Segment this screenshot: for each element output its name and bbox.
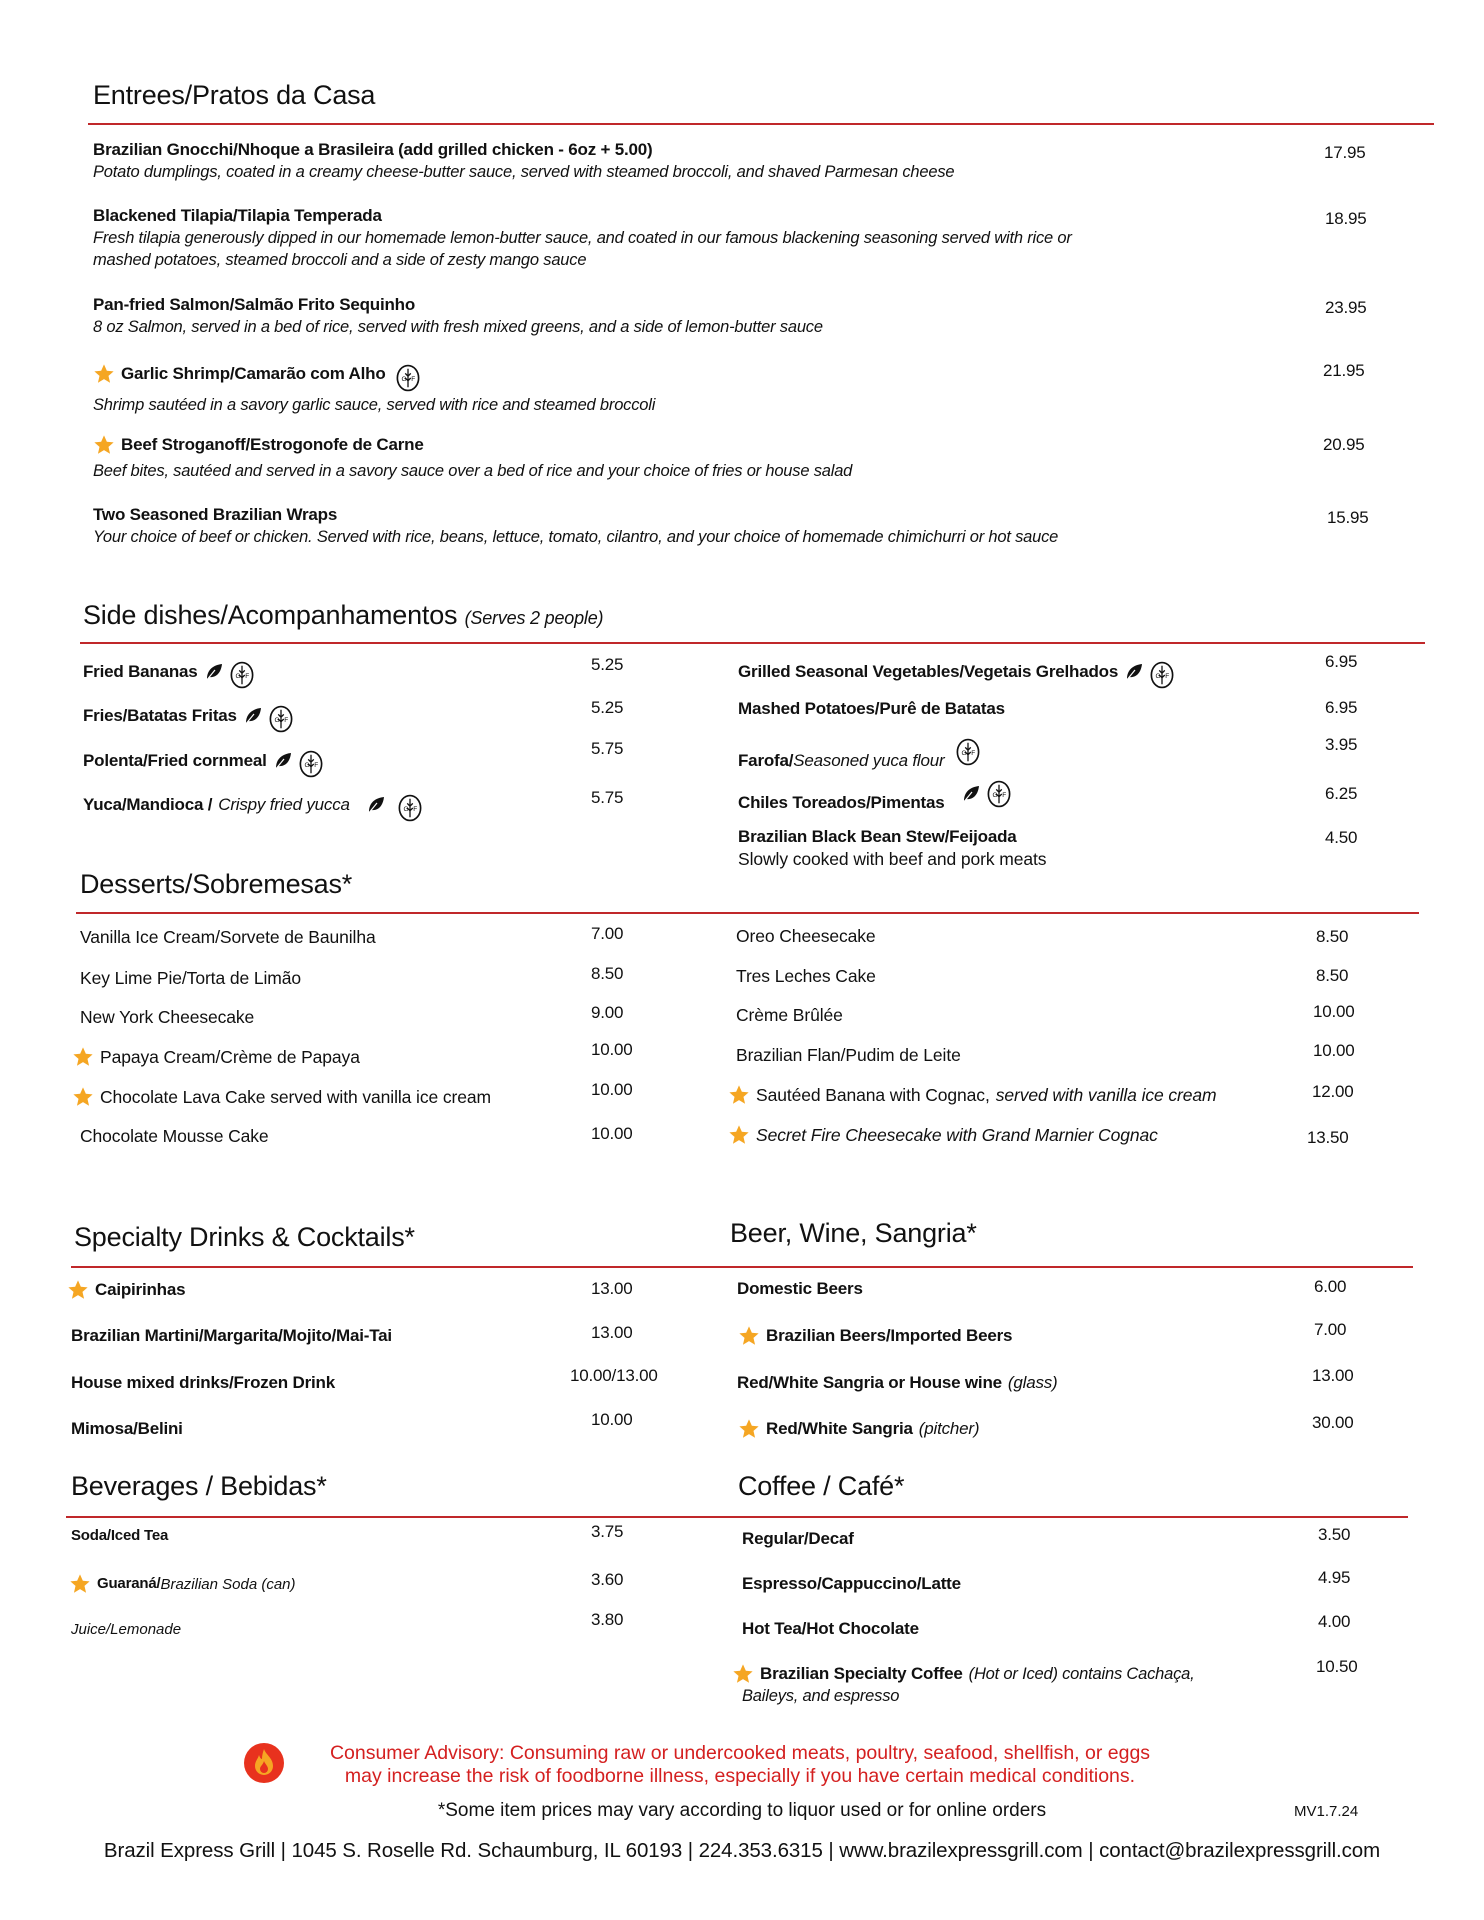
dessert-name: Chocolate Lava Cake served with vanilla ice cream [100, 1087, 491, 1107]
dessert-item [72, 1046, 360, 1068]
leaf-icon [1124, 662, 1144, 682]
advisory-line-2: may increase the risk of foodborne illness, especially if you have certain medical conditions. [344, 1765, 1136, 1787]
coffee-price: 4.95 [1318, 1568, 1351, 1587]
leaf-icon [961, 784, 981, 804]
fire-icon [243, 1742, 285, 1789]
section-title-beverages: Beverages / Bebidas* [71, 1471, 327, 1501]
star-icon [728, 1084, 750, 1106]
star-icon [72, 1086, 94, 1108]
section-title-sides [83, 600, 603, 631]
section-title-beer: Beer, Wine, Sangria* [730, 1218, 977, 1248]
side-name-italic: Crispy fried yucca [218, 795, 350, 814]
star-icon [732, 1663, 754, 1685]
dessert-price: 13.50 [1307, 1128, 1349, 1147]
star-icon [738, 1325, 760, 1347]
divider [71, 1266, 1413, 1268]
section-title-drinks: Specialty Drinks & Cocktails* [74, 1222, 415, 1252]
entree-desc: 8 oz Salmon, served in a bed of rice, served with fresh mixed greens, and a side of lemon-butter sauce [93, 318, 823, 336]
side-price: 3.95 [1325, 735, 1358, 754]
beer-name: Domestic Beers [737, 1279, 863, 1298]
coffee-name: Espresso/Cappuccino/Latte [742, 1574, 961, 1593]
beverage-name-italic: Brazilian Soda (can) [160, 1575, 296, 1593]
dessert-name: Vanilla Ice Cream/Sorvete de Baunilha [80, 927, 376, 947]
dessert-price: 8.50 [1316, 927, 1349, 946]
entree-title-row [93, 356, 420, 392]
beer-item [737, 1372, 1058, 1394]
entree-price: 17.95 [1324, 143, 1366, 162]
side-price: 5.75 [591, 739, 624, 758]
beer-price: 30.00 [1312, 1413, 1354, 1432]
gluten-free-icon [398, 794, 422, 822]
beverage-price: 3.60 [591, 1570, 624, 1589]
leaf-icon [366, 795, 386, 815]
leaf-icon [243, 706, 263, 726]
star-icon [738, 1418, 760, 1440]
entree-desc: Shrimp sautéed in a savory garlic sauce, served with rice and steamed broccoli [93, 396, 656, 414]
coffee-desc: Baileys, and espresso [742, 1687, 900, 1705]
dessert-name: Chocolate Mousse Cake [80, 1126, 269, 1146]
entree-price: 23.95 [1325, 298, 1367, 317]
gluten-free-icon [269, 705, 293, 733]
side-price: 6.95 [1325, 698, 1358, 717]
coffee-name-italic: (Hot or Iced) contains Cachaça, [968, 1665, 1195, 1683]
gluten-free-icon [230, 661, 254, 689]
side-name: Fries/Batatas Fritas [83, 706, 237, 725]
star-icon [93, 434, 115, 456]
beverage-name: Soda/Iced Tea [71, 1527, 169, 1544]
side-name: Yuca/Mandioca / [83, 795, 213, 814]
side-name-italic: Seasoned yuca flour [793, 751, 945, 770]
version-code: MV1.7.24 [1294, 1803, 1359, 1820]
side-desc: Slowly cooked with beef and pork meats [738, 849, 1047, 869]
side-price: 6.25 [1325, 784, 1358, 803]
entree-name: Blackened Tilapia/Tilapia Temperada [93, 206, 382, 225]
dessert-price: 10.00 [1313, 1041, 1355, 1060]
beverage-price: 3.75 [591, 1522, 624, 1541]
entree-desc-line2: mashed potatoes, steamed broccoli and a side of zesty mango sauce [93, 251, 587, 269]
beverage-price: 3.80 [591, 1610, 624, 1629]
entree-price: 18.95 [1325, 209, 1367, 228]
beverage-item [69, 1573, 296, 1595]
dessert-item [72, 1086, 491, 1108]
entree-name: Pan-fried Salmon/Salmão Frito Sequinho [93, 295, 416, 314]
divider [76, 912, 1419, 914]
beer-name: Red/White Sangria or House wine [737, 1373, 1002, 1392]
dessert-price: 9.00 [591, 1003, 624, 1022]
star-icon [67, 1279, 89, 1301]
drink-price: 13.00 [591, 1323, 633, 1342]
entree-desc: Beef bites, sautéed and served in a savory sauce over a bed of rice and your choice of fries or house salad [93, 462, 853, 480]
side-name: Chiles Toreados/Pimentas [738, 793, 945, 812]
entree-price: 21.95 [1323, 361, 1365, 380]
contact-info: Brazil Express Grill | 1045 S. Roselle Rd. Schaumburg, IL 60193 | 224.353.6315 | www.brazilexpressgrill.com | contact@brazilexpressgrill.com [103, 1839, 1381, 1862]
sides-title: Side dishes/Acompanhamentos [83, 600, 458, 630]
drink-name: Caipirinhas [95, 1280, 186, 1299]
dessert-price: 10.00 [591, 1080, 633, 1099]
coffee-name: Hot Tea/Hot Chocolate [742, 1619, 919, 1638]
dessert-name: Crème Brûlée [736, 1005, 843, 1025]
consumer-advisory [290, 1742, 1190, 1788]
section-title-entrees: Entrees/Pratos da Casa [93, 80, 376, 110]
drink-price: 13.00 [591, 1279, 633, 1298]
gluten-free-icon [1150, 661, 1174, 689]
entree-desc: Fresh tilapia generously dipped in our homemade lemon-butter sauce, and coated in our famous blackening seasoning served with rice or [93, 229, 1072, 247]
dessert-price: 10.00 [591, 1040, 633, 1059]
dessert-price: 7.00 [591, 924, 624, 943]
dessert-name: New York Cheesecake [80, 1007, 255, 1027]
beer-name: Brazilian Beers/Imported Beers [766, 1326, 1013, 1345]
coffee-name: Regular/Decaf [742, 1529, 854, 1548]
star-icon [69, 1573, 91, 1595]
dessert-price: 12.00 [1312, 1082, 1354, 1101]
dessert-item [728, 1084, 1217, 1106]
side-item [83, 655, 254, 689]
dessert-price: 10.00 [1313, 1002, 1355, 1021]
dessert-name: Oreo Cheesecake [736, 926, 876, 946]
drink-price: 10.00 [591, 1410, 633, 1429]
beer-price: 6.00 [1314, 1277, 1347, 1296]
side-name: Farofa/ [738, 751, 794, 770]
drink-price: 10.00/13.00 [570, 1366, 658, 1385]
side-price: 4.50 [1325, 828, 1358, 847]
side-price: 5.25 [591, 698, 624, 717]
side-price: 6.95 [1325, 652, 1358, 671]
section-title-coffee: Coffee / Café* [738, 1471, 905, 1501]
beverage-name: Guaraná/ [97, 1575, 161, 1592]
dessert-name: Key Lime Pie/Torta de Limão [80, 968, 302, 988]
dessert-price: 8.50 [1316, 966, 1349, 985]
side-name: Polenta/Fried cornmeal [83, 751, 267, 770]
dessert-name: Sautéed Banana with Cognac, [756, 1085, 990, 1105]
drink-name: House mixed drinks/Frozen Drink [71, 1373, 335, 1392]
entree-price: 20.95 [1323, 435, 1365, 454]
divider [66, 1516, 1408, 1518]
beverage-name-italic: Juice/Lemonade [71, 1621, 182, 1638]
side-price: 5.25 [591, 655, 624, 674]
gluten-free-icon [987, 780, 1011, 808]
coffee-item [732, 1663, 1194, 1685]
dessert-price: 10.00 [591, 1124, 633, 1143]
entree-title-row [93, 434, 424, 456]
dessert-item [728, 1124, 1158, 1146]
side-price: 5.75 [591, 788, 624, 807]
divider [88, 123, 1434, 125]
leaf-icon [204, 662, 224, 682]
dessert-name-italic: Secret Fire Cheesecake with Grand Marnier Cognac [756, 1125, 1158, 1145]
sides-subtitle: (Serves 2 people) [464, 608, 604, 628]
coffee-price: 10.50 [1316, 1657, 1358, 1676]
beer-name: Red/White Sangria [766, 1419, 913, 1438]
side-name: Brazilian Black Bean Stew/Feijoada [738, 827, 1017, 846]
coffee-price: 3.50 [1318, 1525, 1351, 1544]
beer-name-italic: (pitcher) [918, 1419, 980, 1438]
gluten-free-icon [396, 364, 420, 392]
dessert-name: Tres Leches Cake [736, 966, 876, 986]
entree-name: Beef Stroganoff/Estrogonofe de Carne [121, 435, 424, 454]
dessert-name: Papaya Cream/Crème de Papaya [100, 1047, 360, 1067]
section-title-desserts: Desserts/Sobremesas* [80, 869, 353, 899]
side-item [83, 744, 323, 778]
drink-name: Brazilian Martini/Margarita/Mojito/Mai-Tai [71, 1326, 392, 1345]
advisory-line-1: Consumer Advisory: Consuming raw or undercooked meats, poultry, seafood, shellfish, or eggs [329, 1742, 1151, 1764]
entree-name: Garlic Shrimp/Camarão com Alho [121, 364, 386, 383]
side-name: Mashed Potatoes/Purê de Batatas [738, 699, 1005, 718]
entree-desc: Potato dumplings, coated in a creamy cheese-butter sauce, served with steamed broccoli, and shaved Parmesan cheese [93, 163, 955, 181]
leaf-icon [273, 751, 293, 771]
side-item [738, 774, 1011, 814]
entree-name: Two Seasoned Brazilian Wraps [93, 505, 338, 524]
gluten-free-icon [956, 738, 980, 766]
side-name: Grilled Seasonal Vegetables/Vegetais Grelhados [738, 662, 1119, 681]
beer-name-italic: (glass) [1007, 1373, 1058, 1392]
side-item [83, 699, 293, 733]
side-item [738, 655, 1174, 689]
side-name: Fried Bananas [83, 662, 198, 681]
beer-item [738, 1418, 979, 1440]
star-icon [72, 1046, 94, 1068]
gluten-free-icon [299, 750, 323, 778]
coffee-price: 4.00 [1318, 1612, 1351, 1631]
side-item [738, 732, 980, 772]
drink-name: Mimosa/Belini [71, 1419, 183, 1438]
entree-desc: Your choice of beef or chicken. Served with rice, beans, lettuce, tomato, cilantro, and your choice of homemade chimichurri or hot sauce [93, 528, 1059, 546]
beer-item [738, 1325, 1012, 1347]
entree-price: 15.95 [1327, 508, 1369, 527]
coffee-name: Brazilian Specialty Coffee [760, 1664, 963, 1683]
side-item [83, 788, 422, 822]
beer-price: 13.00 [1312, 1366, 1354, 1385]
entree-name: Brazilian Gnocchi/Nhoque a Brasileira (add grilled chicken - 6oz + 5.00) [93, 140, 653, 159]
dessert-price: 8.50 [591, 964, 624, 983]
divider [80, 642, 1425, 644]
dessert-name: Brazilian Flan/Pudim de Leite [736, 1045, 961, 1065]
price-note: *Some item prices may vary according to liquor used or for online orders [437, 1800, 1047, 1821]
star-icon [728, 1124, 750, 1146]
drink-item [67, 1279, 185, 1301]
dessert-name-italic: served with vanilla ice cream [995, 1085, 1217, 1105]
beer-price: 7.00 [1314, 1320, 1347, 1339]
star-icon [93, 363, 115, 385]
